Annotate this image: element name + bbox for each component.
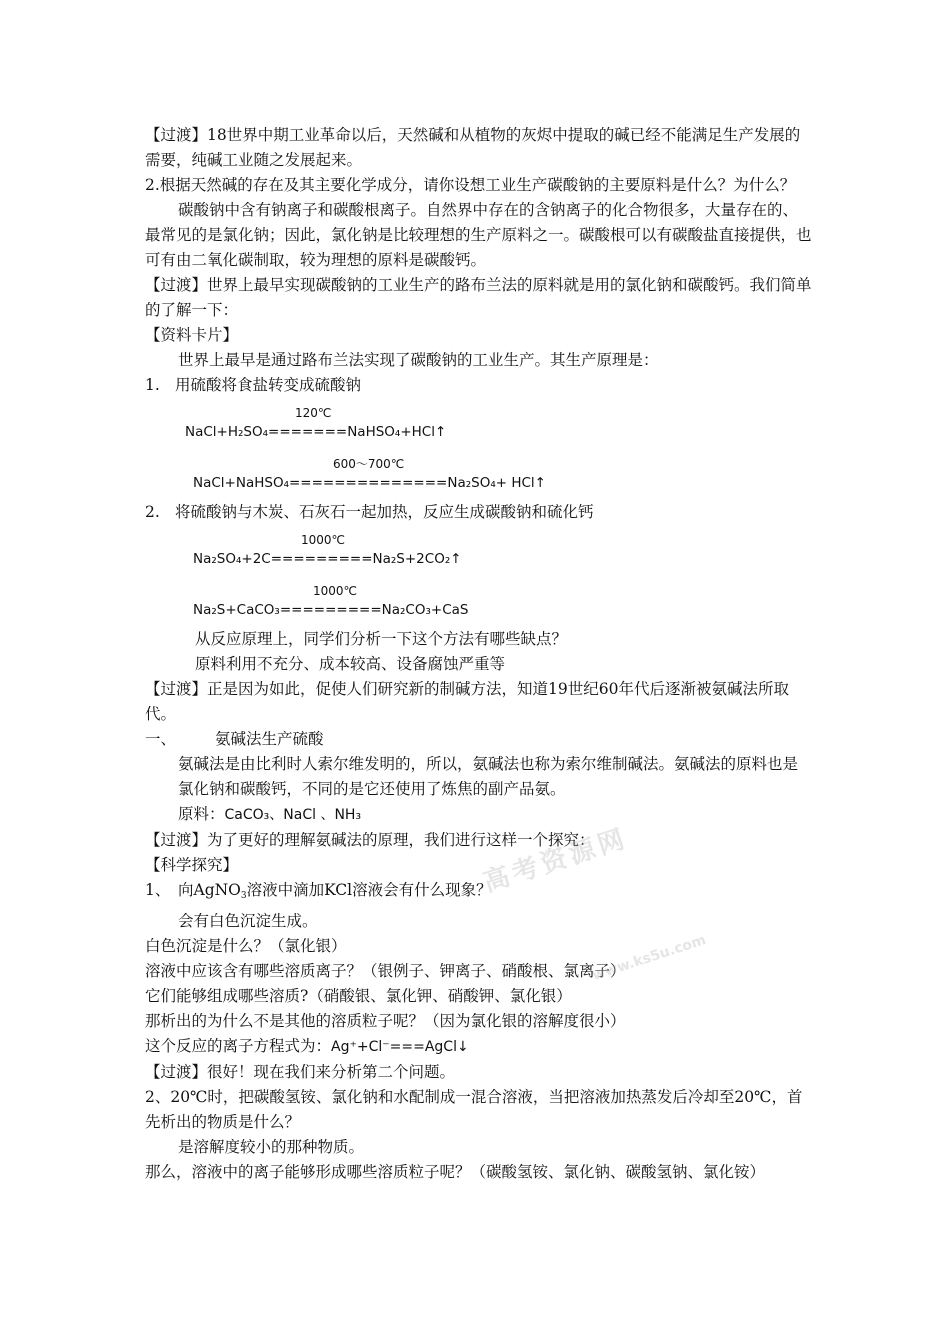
section-heading	[145, 727, 813, 752]
drawback-question: 从反应原理上，同学们分析一下这个方法有哪些缺点？	[195, 630, 568, 648]
inquiry-1-number: 1、	[145, 881, 171, 899]
equation-4-text: Na₂S+CaCO₃=========Na₂CO₃+CaS	[193, 602, 469, 618]
step-1-number: 1.	[145, 376, 160, 394]
document-body	[145, 123, 813, 1185]
inquiry-q3: 溶液中应该含有哪些溶质离子？（银例子、钾离子、硝酸根、氯离子）	[145, 962, 626, 980]
raw-materials	[145, 802, 813, 828]
equation-1-condition: 120℃	[295, 406, 332, 420]
inquiry-q4: 它们能够组成哪些溶质?（硝酸银、氯化钾、硝酸钾、氯化银）	[145, 987, 572, 1005]
transition-paragraph-3: 【过渡】正是因为如此，促使人们研究新的制碱方法，知道19世纪60年代后逐渐被氨碱法所取代。	[145, 680, 789, 723]
ionic-equation: Ag⁺+Cl⁻===AgCl↓	[331, 1039, 469, 1055]
inquiry-answer-2: 是溶解度较小的那种物质。	[178, 1138, 365, 1156]
transition-paragraph-4: 【过渡】为了更好的理解氨碱法的原理，我们进行这样一个探究：	[145, 831, 595, 849]
inquiry-answer-1: 会有白色沉淀生成。	[178, 912, 318, 930]
transition-paragraph-1: 【过渡】18世界中期工业革命以后，天然碱和从植物的灰烬中提取的碱已经不能满足生产发展的需要，纯碱工业随之发展起来。	[145, 126, 801, 169]
equation-2	[145, 449, 813, 500]
answer-paragraph: 碳酸钠中含有钠离子和碳酸根离子。自然界中存在的含钠离子的化合物很多，大量存在的、最常见的是氯化钠；因此，氯化钠是比较理想的生产原料之一。碳酸根可以有碳酸盐直接提供，也可有由二氧化碳制取，较为理想的原料是碳酸钙。	[145, 201, 812, 269]
data-card-heading: 【资料卡片】	[145, 326, 239, 344]
watermark-url: www.ks5u.com	[590, 932, 708, 984]
step-2-text: 将硫酸钠与木炭、石灰石一起加热，反应生成碳酸钠和硫化钙	[175, 503, 594, 521]
inquiry-q2: 白色沉淀是什么？（氯化银）	[145, 937, 347, 955]
raw-materials-formula: CaCO₃、NaCl 、NH₃	[224, 807, 362, 823]
ionic-equation-label: 这个反应的离子方程式为：	[145, 1037, 332, 1055]
inquiry-question-2: 2、20℃时，把碳酸氢铵、氯化钠和水配制成一混合溶液，当把溶液加热蒸发后冷却至20℃，首先析出的物质是什么？	[145, 1088, 803, 1131]
leblanc-intro: 世界上最早是通过路布兰法实现了碳酸钠的工业生产。其生产原理是：	[178, 351, 659, 369]
inquiry-1-post: 溶液中滴加KCl溶液会有什么现象？	[246, 881, 492, 899]
inquiry-q2-follow-up: 那么，溶液中的离子能够形成哪些溶质粒子呢？（碳酸氢铵、氯化钠、碳酸氢钠、氯化铵）	[145, 1163, 766, 1181]
section-number: 一、	[145, 730, 177, 748]
step-2	[145, 500, 813, 525]
drawback-answer: 原料利用不充分、成本较高、设备腐蚀严重等	[195, 655, 506, 673]
equation-3-condition: 1000℃	[301, 533, 346, 547]
inquiry-1-subscript: 3	[240, 891, 247, 901]
inquiry-question-1	[145, 878, 813, 909]
equation-4-condition: 1000℃	[313, 584, 358, 598]
section-title: 氨碱法生产硫酸	[215, 730, 324, 748]
step-1-text: 用硫酸将食盐转变成硫酸钠	[175, 376, 362, 394]
raw-materials-label: 原料：	[178, 805, 225, 823]
inquiry-heading: 【科学探究】	[145, 856, 239, 874]
solvay-description: 氨碱法是由比利时人索尔维发明的，所以，氨碱法也称为索尔维制碱法。氨碱法的原料也是氯化钠和碳酸钙，不同的是它还使用了炼焦的副产品氨。	[178, 755, 799, 798]
step-2-number: 2.	[145, 503, 160, 521]
equation-1-text: NaCl+H₂SO₄=======NaHSO₄+HCl↑	[185, 424, 447, 440]
inquiry-q5: 那析出的为什么不是其他的溶质粒子呢？（因为氯化银的溶解度很小）	[145, 1012, 626, 1030]
inquiry-1-pre: 向AgNO	[178, 881, 241, 899]
question-2: 2.根据天然碱的存在及其主要化学成分，请你设想工业生产碳酸钠的主要原料是什么？为什么？	[145, 176, 796, 194]
transition-paragraph-2: 【过渡】世界上最早实现碳酸钠的工业生产的路布兰法的原料就是用的氯化钠和碳酸钙。我们简单的了解一下：	[145, 276, 812, 319]
equation-4	[145, 576, 813, 627]
equation-3-text: Na₂SO₄+2C=========Na₂S+2CO₂↑	[193, 551, 462, 567]
transition-paragraph-5: 【过渡】很好！现在我们来分析第二个问题。	[145, 1063, 456, 1081]
ionic-equation-line	[145, 1034, 813, 1060]
equation-3	[145, 525, 813, 576]
equation-1	[145, 398, 813, 449]
step-1	[145, 373, 813, 398]
equation-2-condition: 600～700℃	[333, 457, 405, 471]
equation-2-text: NaCl+NaHSO₄==============Na₂SO₄+ HCl↑	[193, 475, 546, 491]
watermark-logo: 高考资源网	[479, 823, 632, 899]
